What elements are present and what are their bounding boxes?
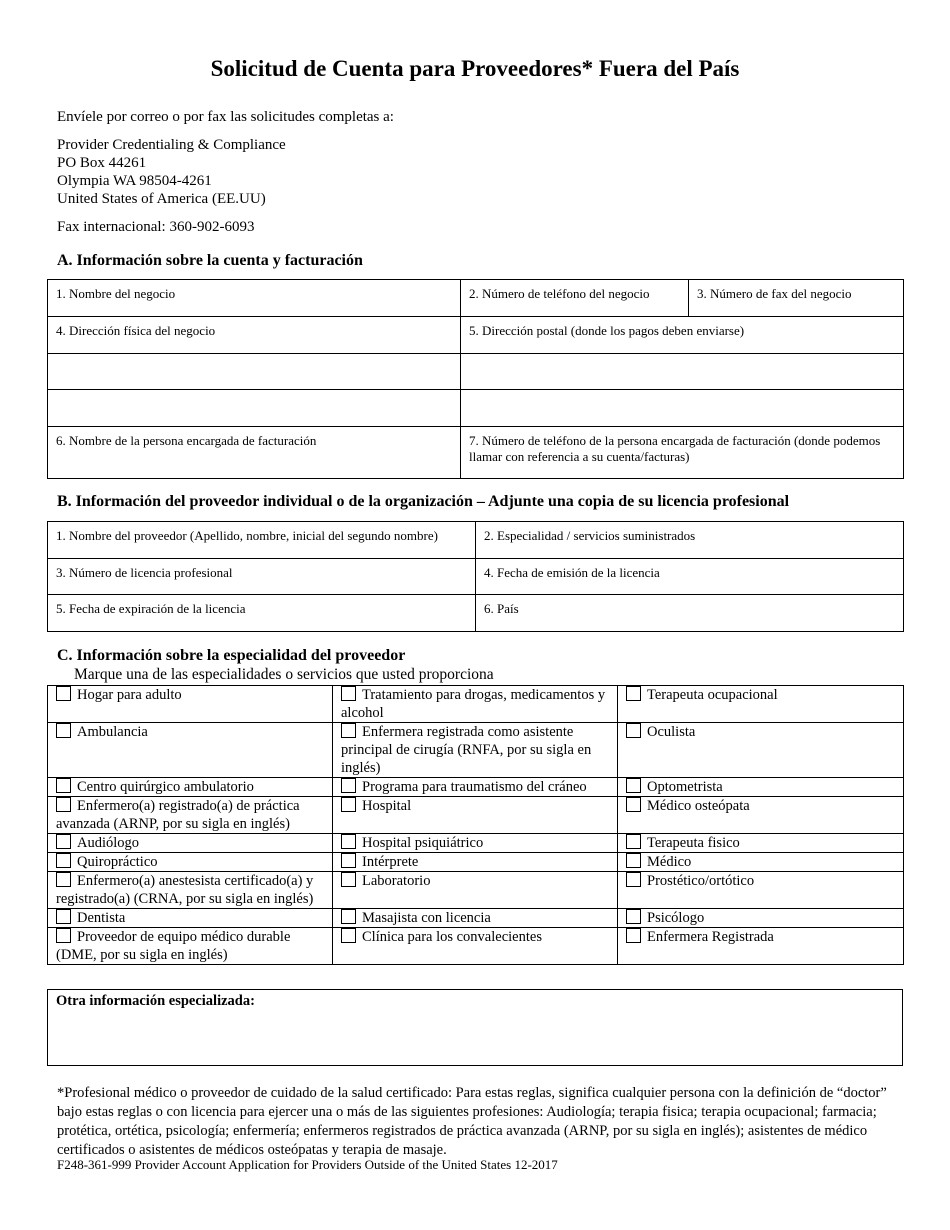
specialty-option[interactable] (618, 928, 904, 965)
field-label: 4. Dirección física del negocio (56, 323, 216, 338)
specialty-option[interactable] (333, 909, 618, 928)
mailing-address-line-2[interactable] (461, 354, 904, 390)
specialty-label: Médico (647, 854, 692, 870)
form-id: F248-361-999 Provider Account Application for Providers Outside of the United States 12-2017 (57, 1157, 558, 1172)
specialty-label: Tratamiento para drogas, medicamentos y alcohol (341, 687, 606, 721)
checkbox[interactable] (56, 928, 71, 943)
specialty-option[interactable] (48, 686, 333, 723)
checkbox[interactable] (341, 872, 356, 887)
mailing-address-field[interactable] (461, 317, 904, 354)
checkbox[interactable] (56, 686, 71, 701)
address-line-3: Olympia WA 98504-4261 (57, 173, 212, 189)
specialty-row (48, 778, 904, 797)
license-issue-date-field[interactable] (476, 559, 904, 595)
specialty-row (48, 723, 904, 778)
specialty-row (48, 909, 904, 928)
specialty-label: Audiólogo (77, 835, 140, 851)
specialty-row (48, 686, 904, 723)
specialty-label: Intérprete (362, 854, 419, 870)
checkbox[interactable] (341, 797, 356, 812)
checkbox[interactable] (626, 834, 641, 849)
field-label: 6. Nombre de la persona encargada de facturación (56, 433, 317, 448)
field-label: 3. Número de licencia profesional (56, 565, 233, 580)
specialty-row (48, 928, 904, 965)
specialty-option[interactable] (333, 797, 618, 834)
checkbox[interactable] (626, 723, 641, 738)
mail-intro: Envíele por correo o por fax las solicitudes completas a: (57, 109, 394, 125)
field-label: 5. Fecha de expiración de la licencia (56, 601, 246, 616)
checkbox[interactable] (341, 909, 356, 924)
address-line-2: PO Box 44261 (57, 155, 147, 171)
checkbox[interactable] (341, 928, 356, 943)
field-label: 1. Nombre del proveedor (Apellido, nombre, inicial del segundo nombre) (56, 528, 438, 543)
field-label: 2. Número de teléfono del negocio (469, 286, 650, 301)
provider-name-field[interactable] (48, 522, 476, 559)
specialty-label: Optometrista (647, 779, 723, 795)
checkbox[interactable] (626, 778, 641, 793)
specialty-label: Enfermera registrada como asistente principal de cirugía (RNFA, por su sigla en inglés) (341, 724, 592, 776)
specialty-label: Ambulancia (77, 724, 148, 740)
account-billing-table (47, 279, 904, 479)
specialty-label: Masajista con licencia (362, 910, 491, 926)
field-label: 2. Especialidad / servicios suministrados (484, 528, 696, 543)
specialty-label: Psicólogo (647, 910, 705, 926)
specialty-option[interactable] (48, 797, 333, 834)
mailing-address-line-3[interactable] (461, 390, 904, 427)
specialty-option[interactable] (618, 778, 904, 797)
specialty-label: Hospital (362, 798, 412, 814)
checkbox[interactable] (341, 834, 356, 849)
specialty-option[interactable] (48, 778, 333, 797)
checkbox[interactable] (56, 872, 71, 887)
specialty-option[interactable] (333, 686, 618, 723)
checkbox[interactable] (56, 909, 71, 924)
specialty-label: Oculista (647, 724, 696, 740)
section-c-title: C. Información sobre la especialidad del proveedor (57, 647, 406, 664)
checkbox[interactable] (56, 723, 71, 738)
specialty-label: Proveedor de equipo médico durable (DME, por su sigla en inglés) (56, 929, 291, 963)
checkbox[interactable] (341, 778, 356, 793)
field-label: 3. Número de fax del negocio (697, 286, 852, 301)
specialty-label: Laboratorio (362, 873, 431, 889)
physical-address-line-2[interactable] (48, 354, 461, 390)
section-c-subtitle: Marque una de las especialidades o servicios que usted proporciona (74, 666, 494, 683)
fax-number: Fax internacional: 360-902-6093 (57, 219, 255, 235)
specialty-field[interactable] (476, 522, 904, 559)
specialty-label: Centro quirúrgico ambulatorio (77, 779, 254, 795)
other-info-box[interactable] (47, 989, 903, 1066)
specialty-option[interactable] (618, 723, 904, 778)
address-line-4: United States of America (EE.UU) (57, 191, 266, 207)
country-field[interactable] (476, 595, 904, 632)
specialty-row (48, 834, 904, 853)
specialty-option[interactable] (333, 834, 618, 853)
specialty-label: Quiropráctico (77, 854, 158, 870)
specialty-row (48, 853, 904, 872)
specialty-option[interactable] (618, 853, 904, 872)
specialty-option[interactable] (48, 853, 333, 872)
checkbox[interactable] (341, 686, 356, 701)
field-label: 4. Fecha de emisión de la licencia (484, 565, 660, 580)
specialty-option[interactable] (48, 872, 333, 909)
checkbox[interactable] (626, 909, 641, 924)
specialty-label: Hospital psiquiátrico (362, 835, 484, 851)
field-label: 7. Número de teléfono de la persona encargada de facturación (donde podemos llamar con referencia a su cuenta/facturas) (469, 433, 881, 464)
specialty-option[interactable] (48, 909, 333, 928)
specialty-label: Clínica para los convalecientes (362, 929, 542, 945)
physical-address-field[interactable] (48, 317, 461, 354)
specialty-option[interactable] (618, 909, 904, 928)
checkbox[interactable] (56, 834, 71, 849)
physical-address-line-3[interactable] (48, 390, 461, 427)
specialty-option[interactable] (618, 834, 904, 853)
business-phone-field[interactable] (461, 280, 689, 317)
specialty-row (48, 797, 904, 834)
field-label: 1. Nombre del negocio (56, 286, 176, 301)
specialty-label: Dentista (77, 910, 126, 926)
license-number-field[interactable] (48, 559, 476, 595)
checkbox[interactable] (56, 853, 71, 868)
checkbox[interactable] (341, 723, 356, 738)
business-fax-field[interactable] (689, 280, 904, 317)
provider-info-table (47, 521, 904, 632)
specialty-option[interactable] (333, 928, 618, 965)
specialty-option[interactable] (48, 723, 333, 778)
specialty-label: Enfermera Registrada (647, 929, 774, 945)
section-a-title: A. Información sobre la cuenta y facturación (57, 252, 363, 269)
other-info-label: Otra información especializada: (56, 993, 255, 1009)
specialty-label: Programa para traumatismo del cráneo (362, 779, 587, 795)
page-title: Solicitud de Cuenta para Proveedores* Fuera del País (210, 56, 740, 81)
specialty-option[interactable] (618, 686, 904, 723)
checkbox[interactable] (626, 853, 641, 868)
specialty-label: Prostético/ortótico (647, 873, 755, 889)
business-name-field[interactable] (48, 280, 461, 317)
checkbox[interactable] (626, 797, 641, 812)
specialty-label: Terapeuta fisico (647, 835, 740, 851)
specialty-label: Enfermero(a) anestesista certificado(a) y registrado(a) (CRNA, por su sigla en inglés) (56, 873, 314, 907)
specialty-option[interactable] (618, 797, 904, 834)
field-label: 6. País (484, 601, 519, 616)
checkbox[interactable] (626, 686, 641, 701)
specialty-option[interactable] (48, 834, 333, 853)
license-expiration-field[interactable] (48, 595, 476, 632)
specialty-label: Enfermero(a) registrado(a) de práctica avanzada (ARNP, por su sigla en inglés) (56, 798, 300, 832)
specialty-option[interactable] (333, 853, 618, 872)
checkbox[interactable] (626, 872, 641, 887)
checkbox[interactable] (341, 853, 356, 868)
checkbox[interactable] (56, 778, 71, 793)
specialty-label: Médico osteópata (647, 798, 750, 814)
specialty-option[interactable] (333, 872, 618, 909)
specialty-label: Terapeuta ocupacional (647, 687, 778, 703)
footnote: *Profesional médico o proveedor de cuidado de la salud certificado: Para estas reglas, significa cualquier persona con la definición de “doctor” bajo estas reglas o con licencia para ejercer una o más de las siguientes profesiones: Audiología; terapia fisica; terapia ocupacional; farmacia; protética, ortética, psicología; enfermería; enfermeros registrados de práctica avanzada (ARNP, por su sigla en inglés); asistentes de médico certificados o asistentes de médicos osteópatas y terapia de masaje. (57, 1085, 887, 1158)
checkbox[interactable] (56, 797, 71, 812)
specialty-option[interactable] (618, 872, 904, 909)
mailing-info (57, 108, 394, 236)
address-line-1: Provider Credentialing & Compliance (57, 137, 286, 153)
checkbox[interactable] (626, 928, 641, 943)
specialty-row (48, 872, 904, 909)
field-label: 5. Dirección postal (donde los pagos deben enviarse) (469, 323, 745, 338)
billing-contact-name-field[interactable] (48, 427, 461, 479)
section-b-title: B. Información del proveedor individual o de la organización – Adjunte una copia de su licencia profesional (57, 493, 790, 510)
specialty-table (47, 685, 904, 965)
specialty-option[interactable] (48, 928, 333, 965)
specialty-option[interactable] (333, 778, 618, 797)
specialty-label: Hogar para adulto (77, 687, 182, 703)
specialty-option[interactable] (333, 723, 618, 778)
billing-contact-phone-field[interactable] (461, 427, 904, 479)
